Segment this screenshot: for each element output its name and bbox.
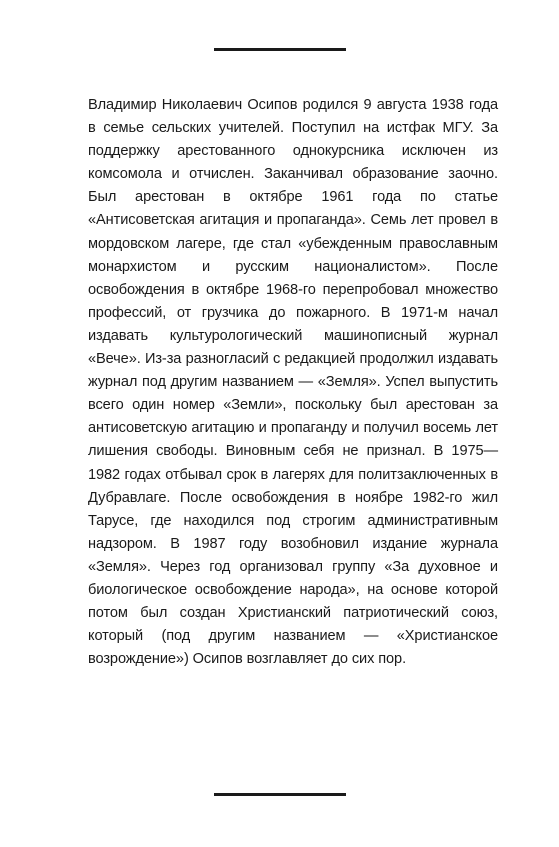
biography-paragraph: Владимир Николаевич Осипов родился 9 августа 1938 года в семье сельских учителей. Поступил на истфак МГУ. За поддержку арестованного однокурсника исключен из комсомола и отчислен. Заканчивал образование заочно. Был арестован в октябре 1961 года по статье «Антисоветская агитация и пропаганда». Семь лет провел в мордовском лагере, где стал «убежденным православным монархистом и русским националистом». После освобождения в октябре 1968-го перепробовал множество профессий, от грузчика до пожарного. В 1971-м начал издавать культурологический машинописный журнал «Вече». Из-за разногласий с редакцией продолжил издавать журнал под другим названием — «Земля». Успел выпустить всего один номер «Земли», поскольку был арестован за антисоветскую агитацию и пропаганду и получил восемь лет лишения свободы. Виновным себя не признал. В 1975—1982 годах отбывал срок в лагерях для политзаключенных в Дубравлаге. После освобождения в ноябре 1982-го жил Тарусе, где находился под строгим административным надзором. В 1987 году возобновил издание журнала «Земля». Через год организовал группу «За духовное и биологическое освобождение народа», на основе которой потом был создан Христианский патриотический союз, который (под другим названием — «Христианское возрождение») Осипов возглавляет до сих пор. — [88, 97, 498, 668]
bottom-divider — [214, 793, 346, 796]
top-divider — [214, 48, 346, 51]
